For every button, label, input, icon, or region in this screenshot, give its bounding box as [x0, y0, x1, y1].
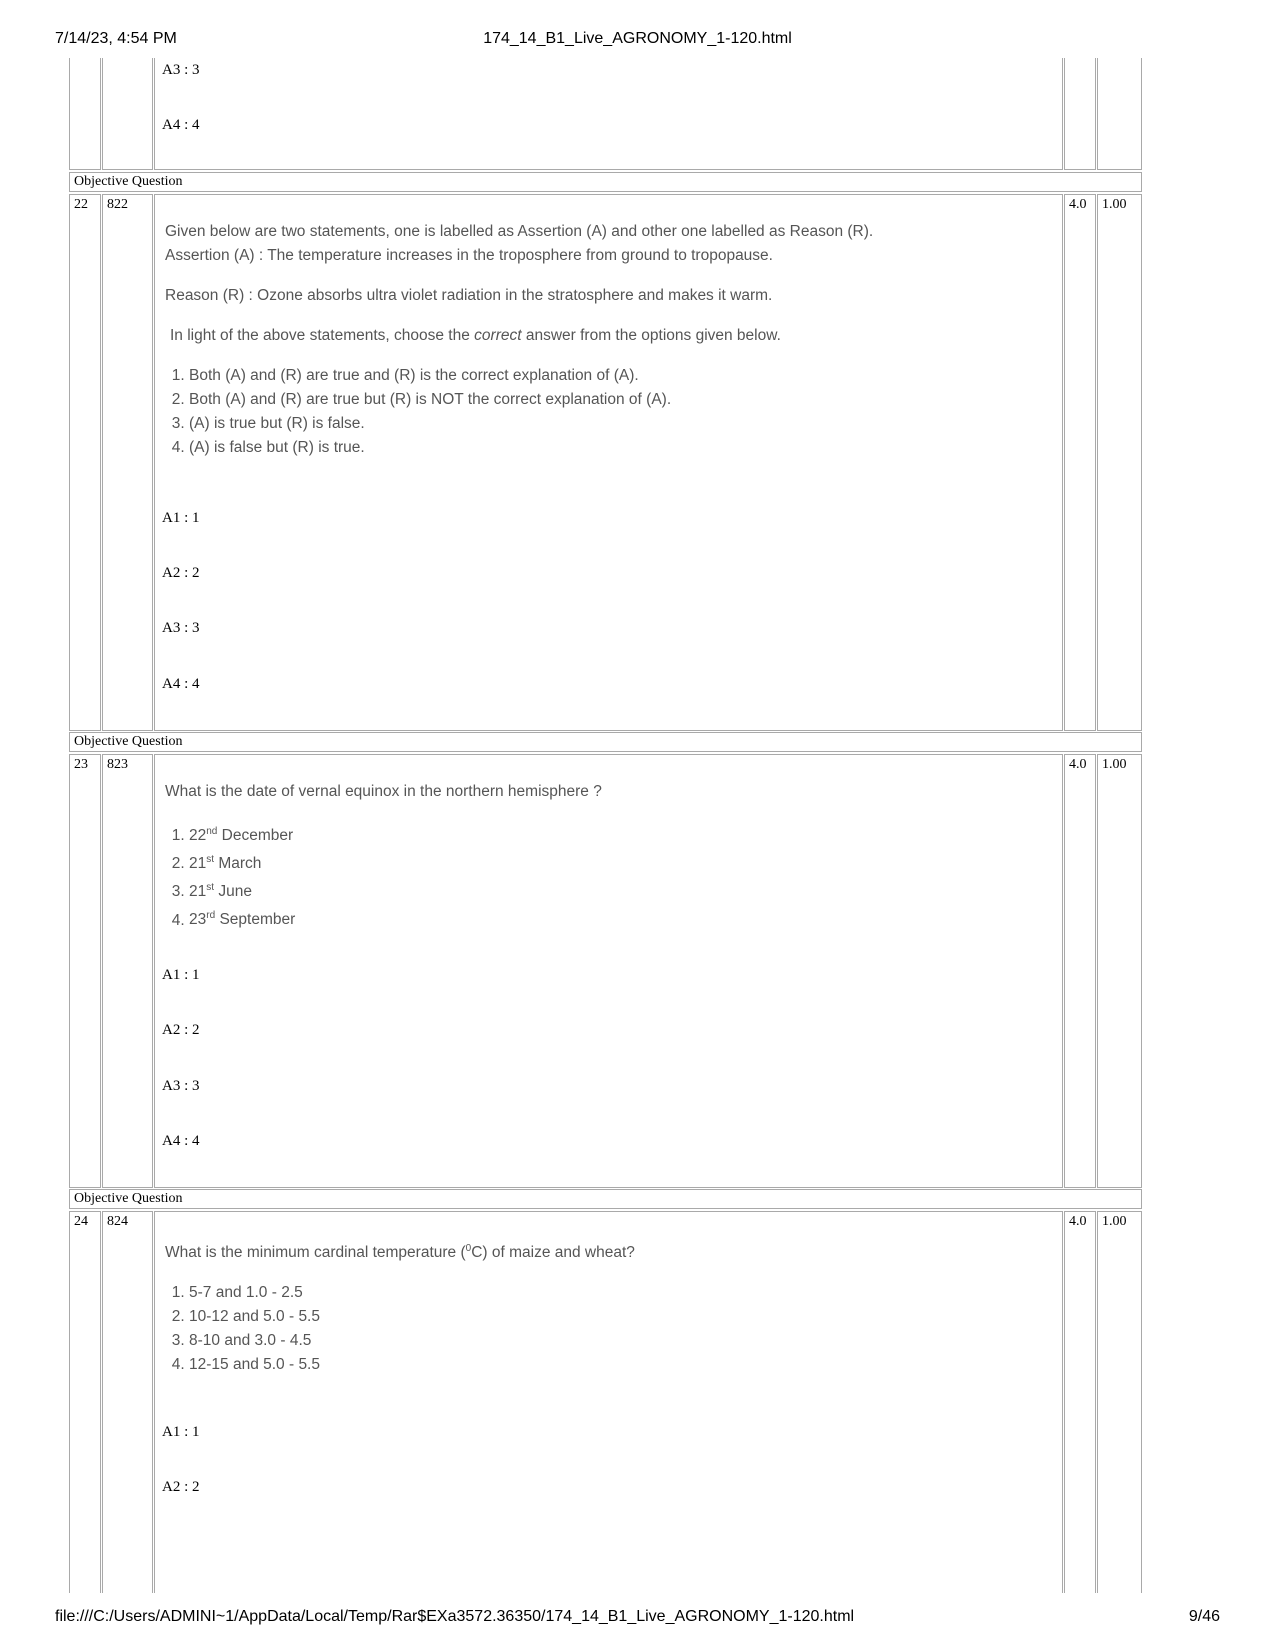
question-text [165, 1237, 1045, 1377]
marks-cell: 4.0 [1064, 754, 1096, 1188]
question-text [165, 780, 1045, 933]
print-page-number: 9/46 [1188, 1608, 1220, 1625]
option-item: 4. (A) is false but (R) is true. [189, 436, 1045, 460]
answer-option: A4 : 4 [162, 1133, 200, 1149]
answer-option: A2 : 2 [162, 565, 200, 581]
sno-cell: 23 [69, 754, 101, 1188]
question-stem: What is the date of vernal equinox in the northern hemisphere ? [165, 783, 602, 800]
sno-cell: 24 [69, 1211, 101, 1593]
option-item: 1. Both (A) and (R) are true and (R) is the correct explanation of (A). [189, 364, 1045, 388]
option-item: 3. (A) is true but (R) is false. [189, 412, 1045, 436]
section-label: Objective Question [74, 1191, 183, 1206]
answer-option: A4 : 4 [162, 117, 200, 133]
neg-cell: 1.00 [1097, 194, 1142, 731]
answer-option: A3 : 3 [162, 1078, 200, 1094]
section-label: Objective Question [74, 734, 183, 749]
marks-cell: 4.0 [1064, 194, 1096, 731]
instruction: In light of the above statements, choose the correct answer from the options given below. [170, 327, 781, 344]
option-item: 4. 23rd September [189, 904, 1045, 932]
answer-option: A3 : 3 [162, 620, 200, 636]
option-item: 2. 10-12 and 5.0 - 5.5 [189, 1305, 1045, 1329]
answer-option: A1 : 1 [162, 1424, 200, 1440]
print-title: 174_14_B1_Live_AGRONOMY_1-120.html [483, 30, 792, 47]
section-label-bar [69, 172, 1142, 192]
option-item: 2. Both (A) and (R) are true but (R) is NOT the correct explanation of (A). [189, 388, 1045, 412]
answer-option: A3 : 3 [162, 62, 200, 78]
answer-option: A2 : 2 [162, 1022, 200, 1038]
print-file-path: file:///C:/Users/ADMINI~1/AppData/Local/Temp/Rar$EXa3572.36350/174_14_B1_Live_AGRONOMY_1-120.html [55, 1608, 855, 1625]
qid-cell: 824 [102, 1211, 153, 1593]
assertion: Assertion (A) : The temperature increases in the troposphere from ground to tropopause. [165, 247, 773, 264]
question-stem: What is the minimum cardinal temperature ($^0$C) of maize and wheat? [165, 1243, 635, 1262]
sno-cell: 22 [69, 194, 101, 731]
neg-cell: 1.00 [1097, 1211, 1142, 1593]
answer-option: A1 : 1 [162, 967, 200, 983]
marks-cell: 4.0 [1064, 1211, 1096, 1593]
neg-cell [1097, 58, 1142, 170]
question-text [165, 220, 1045, 460]
statement-intro: Given below are two statements, one is labelled as Assertion (A) and other one labelled as Reason (R). [165, 223, 874, 240]
options-list [165, 820, 1045, 933]
sno-cell [69, 58, 101, 170]
option-item: 3. 8-10 and 3.0 - 4.5 [189, 1329, 1045, 1353]
print-datetime: 7/14/23, 4:54 PM [55, 30, 177, 47]
section-label-bar [69, 732, 1142, 752]
options-list [165, 364, 1045, 460]
option-item: 4. 12-15 and 5.0 - 5.5 [189, 1353, 1045, 1377]
options-list [165, 1281, 1045, 1377]
option-item: 2. 21st March [189, 848, 1045, 876]
option-item: 3. 21st June [189, 876, 1045, 904]
qid-cell: 822 [102, 194, 153, 731]
answer-option: A1 : 1 [162, 510, 200, 526]
answer-option: A4 : 4 [162, 676, 200, 692]
marks-cell [1064, 58, 1096, 170]
question-cell [154, 58, 1063, 170]
option-item: 1. 5-7 and 1.0 - 2.5 [189, 1281, 1045, 1305]
reason: Reason (R) : Ozone absorbs ultra violet radiation in the stratosphere and makes it warm. [165, 287, 773, 304]
section-label-bar [69, 1189, 1142, 1209]
answer-option: A2 : 2 [162, 1479, 200, 1495]
neg-cell: 1.00 [1097, 754, 1142, 1188]
question-table [69, 58, 1207, 1593]
option-item: 1. 22nd December [189, 820, 1045, 848]
section-label: Objective Question [74, 174, 183, 189]
qid-cell: 823 [102, 754, 153, 1188]
qid-cell [102, 58, 153, 170]
